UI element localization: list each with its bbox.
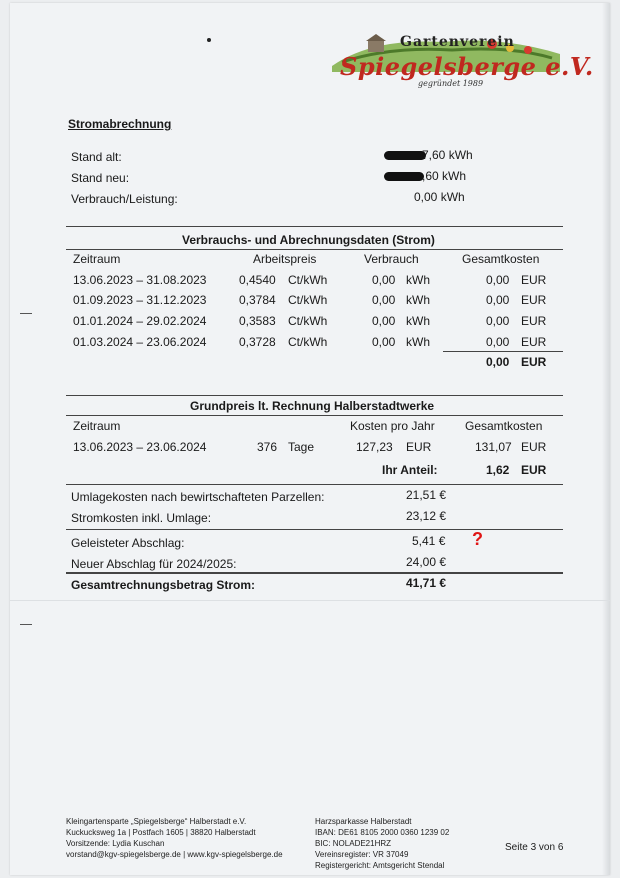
divider bbox=[66, 226, 563, 227]
row-total-unit: EUR bbox=[521, 273, 547, 287]
row-price-unit: Ct/kWh bbox=[288, 293, 328, 307]
footer-iban: IBAN: DE61 8105 2000 0360 1239 02 bbox=[315, 828, 450, 837]
consumption-sum-unit: EUR bbox=[521, 355, 547, 369]
footer-contact: vorstand@kgv-spiegelsberge.de | www.kgv-spiegelsberge.de bbox=[66, 850, 283, 859]
sum-underline bbox=[443, 351, 563, 352]
row-usage: 0,00 bbox=[372, 273, 396, 287]
divider bbox=[66, 249, 563, 250]
base-period: 13.06.2023 – 23.06.2024 bbox=[73, 440, 207, 454]
divider bbox=[66, 415, 563, 416]
base-days-unit: Tage bbox=[288, 440, 315, 454]
row-usage-unit: kWh bbox=[406, 293, 430, 307]
row-usage: 0,00 bbox=[372, 293, 396, 307]
footer-club-name: Kleingartensparte „Spiegelsberge“ Halberstadt e.V. bbox=[66, 817, 247, 826]
logo-top-text: Gartenverein bbox=[400, 34, 515, 50]
row-period: 01.09.2023 – 31.12.2023 bbox=[73, 293, 207, 307]
col-total: Gesamtkosten bbox=[462, 252, 540, 266]
row-period: 01.01.2024 – 29.02.2024 bbox=[73, 314, 207, 328]
row-price: 0,3784 bbox=[239, 293, 276, 307]
new-advance-value: 24,00 € bbox=[406, 555, 447, 569]
base-col-total: Gesamtkosten bbox=[465, 419, 543, 433]
row-total-unit: EUR bbox=[521, 335, 547, 349]
row-usage: 0,00 bbox=[372, 314, 396, 328]
col-usage: Verbrauch bbox=[364, 252, 419, 266]
base-days: 376 bbox=[257, 440, 278, 454]
share-unit: EUR bbox=[521, 463, 547, 477]
paid-label: Geleisteter Abschlag: bbox=[71, 536, 185, 550]
footer-register: Vereinsregister: VR 37049 bbox=[315, 850, 409, 859]
fold-mark-upper bbox=[20, 313, 32, 314]
footer-court: Registergericht: Amtsgericht Stendal bbox=[315, 861, 445, 870]
divider bbox=[66, 395, 563, 396]
row-total: 0,00 bbox=[486, 314, 510, 328]
document-page bbox=[10, 3, 610, 875]
row-total: 0,00 bbox=[486, 335, 510, 349]
footer-chair: Vorsitzende: Lydia Kuschan bbox=[66, 839, 165, 848]
base-col-period: Zeitraum bbox=[73, 419, 121, 433]
new-advance-label: Neuer Abschlag für 2024/2025: bbox=[71, 557, 237, 571]
paid-value: 5,41 € bbox=[412, 534, 446, 548]
row-period: 13.06.2023 – 31.08.2023 bbox=[73, 273, 207, 287]
meter-new-value: ,60 kWh bbox=[422, 169, 467, 183]
col-price: Arbeitspreis bbox=[253, 252, 317, 266]
divider bbox=[66, 529, 563, 530]
page-number: Seite 3 von 6 bbox=[505, 842, 564, 853]
share-value: 1,62 bbox=[486, 463, 510, 477]
row-price: 0,4540 bbox=[239, 273, 276, 287]
footer-bic: BIC: NOLADE21HRZ bbox=[315, 839, 392, 848]
row-price-unit: Ct/kWh bbox=[288, 314, 328, 328]
row-total: 0,00 bbox=[486, 293, 510, 307]
base-total-unit: EUR bbox=[521, 440, 547, 454]
share-label: Ihr Anteil: bbox=[382, 463, 438, 477]
col-period: Zeitraum bbox=[73, 252, 121, 266]
consumption-heading: Verbrauchs- und Abrechnungsdaten (Strom) bbox=[182, 233, 435, 247]
meter-new-label: Stand neu: bbox=[71, 171, 130, 185]
paper-fold-line bbox=[10, 600, 610, 601]
footer-bank: Harzsparkasse Halberstadt bbox=[315, 817, 412, 826]
logo-name: Spiegelsberge e.V. bbox=[340, 52, 594, 81]
base-total: 131,07 bbox=[475, 440, 512, 454]
power-cost-value: 23,12 € bbox=[406, 509, 447, 523]
footer-address: Kuckucksweg 1a | Postfach 1605 | 38820 Halberstadt bbox=[66, 828, 256, 837]
row-usage-unit: kWh bbox=[406, 314, 430, 328]
redaction-bar bbox=[384, 151, 426, 160]
row-total-unit: EUR bbox=[521, 314, 547, 328]
meter-usage-label: Verbrauch/Leistung: bbox=[71, 192, 178, 206]
base-heading: Grundpreis lt. Rechnung Halberstadtwerke bbox=[190, 399, 435, 413]
grand-total-label: Gesamtrechnungsbetrag Strom: bbox=[71, 578, 256, 592]
page-edge-shadow bbox=[602, 3, 610, 875]
base-col-cost-year: Kosten pro Jahr bbox=[350, 419, 435, 433]
base-cost-year: 127,23 bbox=[356, 440, 393, 454]
row-period: 01.03.2024 – 23.06.2024 bbox=[73, 335, 207, 349]
consumption-sum-value: 0,00 bbox=[486, 355, 510, 369]
row-total: 0,00 bbox=[486, 273, 510, 287]
page-title: Stromabrechnung bbox=[68, 117, 172, 131]
row-price: 0,3728 bbox=[239, 335, 276, 349]
fold-mark-lower bbox=[20, 624, 32, 625]
meter-old-value: 7,60 kWh bbox=[422, 148, 473, 162]
handwritten-question-mark: ? bbox=[472, 529, 483, 549]
row-price: 0,3583 bbox=[239, 314, 276, 328]
row-usage-unit: kWh bbox=[406, 273, 430, 287]
redaction-bar bbox=[384, 172, 424, 181]
logo-founded: gegründet 1989 bbox=[418, 79, 484, 88]
row-usage: 0,00 bbox=[372, 335, 396, 349]
base-cost-year-unit: EUR bbox=[406, 440, 432, 454]
grand-total-value: 41,71 € bbox=[406, 576, 447, 590]
meter-usage-value: 0,00 kWh bbox=[414, 190, 465, 204]
meter-old-label: Stand alt: bbox=[71, 150, 122, 164]
levy-value: 21,51 € bbox=[406, 488, 447, 502]
power-cost-label: Stromkosten inkl. Umlage: bbox=[71, 511, 212, 525]
row-price-unit: Ct/kWh bbox=[288, 335, 328, 349]
row-usage-unit: kWh bbox=[406, 335, 430, 349]
row-price-unit: Ct/kWh bbox=[288, 273, 328, 287]
divider-thick bbox=[66, 572, 563, 574]
punch-dot bbox=[207, 38, 211, 42]
row-total-unit: EUR bbox=[521, 293, 547, 307]
levy-label: Umlagekosten nach bewirtschafteten Parzellen: bbox=[71, 490, 325, 504]
divider bbox=[66, 484, 563, 485]
